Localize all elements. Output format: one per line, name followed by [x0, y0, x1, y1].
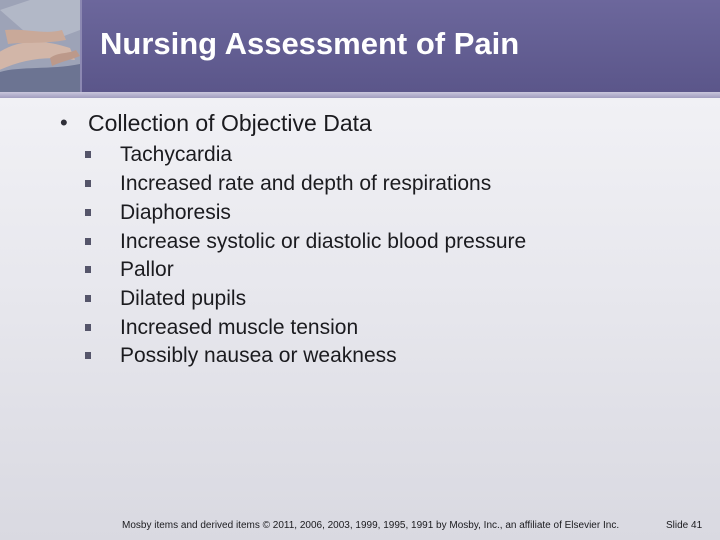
list-item	[84, 227, 704, 256]
copyright-footer: Mosby items and derived items © 2011, 2006, 2003, 1999, 1995, 1991 by Mosby, Inc., an affiliate of Elsevier Inc.	[122, 520, 620, 531]
list-item	[84, 313, 704, 342]
square-bullet-icon	[85, 266, 91, 273]
list-item-text: Increased rate and depth of respirations	[120, 172, 492, 195]
square-bullet-icon	[85, 209, 91, 216]
round-bullet-icon: •	[60, 110, 68, 135]
bullet-heading-text: Collection of Objective Data	[88, 110, 372, 136]
list-item	[84, 255, 704, 284]
slide-title: Nursing Assessment of Pain	[100, 26, 520, 61]
square-bullet-icon	[85, 324, 91, 331]
list-item	[84, 198, 704, 227]
list-item	[84, 140, 704, 169]
square-bullet-icon	[85, 352, 91, 359]
slide-number: Slide 41	[666, 520, 703, 531]
bullet-heading	[60, 108, 700, 138]
list-item-text: Possibly nausea or weakness	[120, 344, 397, 367]
square-bullet-icon	[85, 238, 91, 245]
list-item-text: Increased muscle tension	[120, 316, 359, 339]
list-item-text: Pallor	[120, 258, 174, 281]
list-item-text: Diaphoresis	[120, 201, 231, 224]
list-item	[84, 341, 704, 370]
list-item	[84, 284, 704, 313]
list-item	[84, 169, 704, 198]
title-divider	[0, 92, 720, 98]
list-item-text: Tachycardia	[120, 143, 233, 166]
square-bullet-icon	[85, 295, 91, 302]
list-item-text: Dilated pupils	[120, 287, 247, 310]
hands-on-patient-photo	[0, 0, 82, 92]
square-bullet-icon	[85, 180, 91, 187]
list-item-text: Increase systolic or diastolic blood pressure	[120, 230, 527, 253]
title-bar	[0, 0, 720, 92]
square-bullet-icon	[85, 151, 91, 158]
